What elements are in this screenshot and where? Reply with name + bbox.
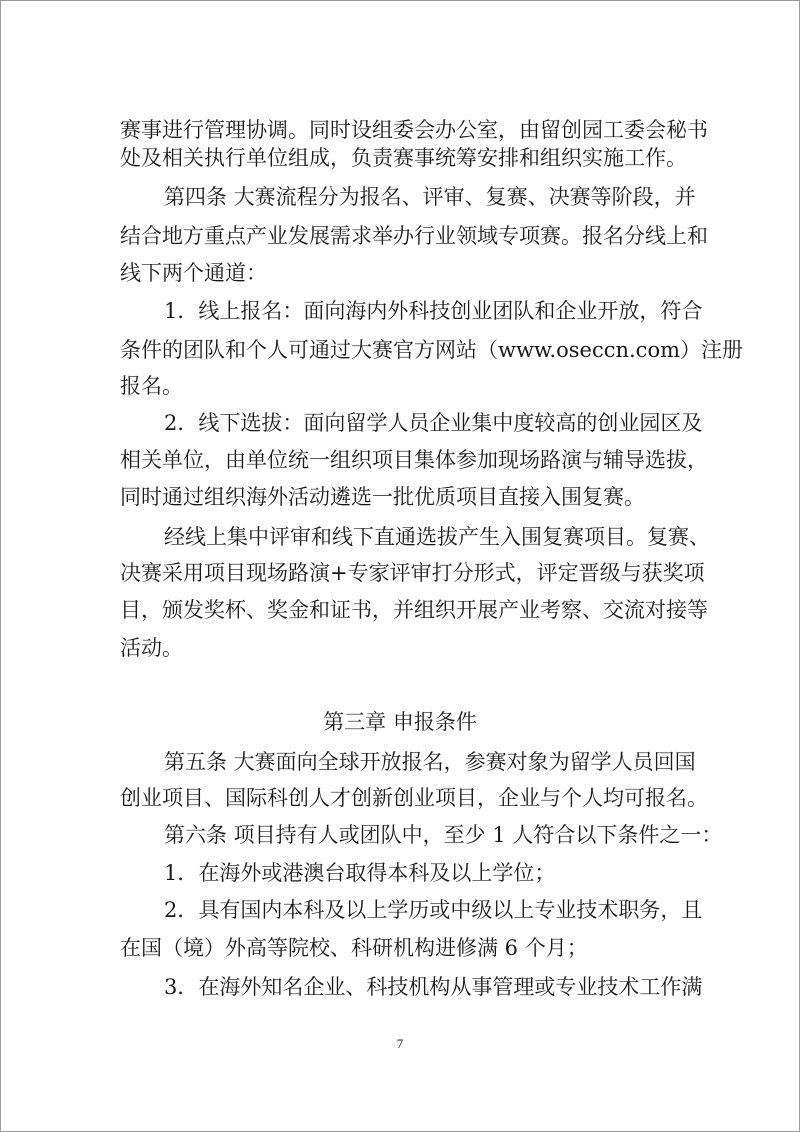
text-line: 第四条 大赛流程分为报名、评审、复赛、决赛等阶段，并 [164, 185, 696, 209]
chapter-heading: 第三章 申报条件 [323, 710, 477, 734]
text-line: 活动。 [120, 636, 183, 660]
text-line: 相关单位，由单位统一组织项目集体参加现场路演与辅导选拔， [120, 448, 708, 472]
text-line: 目，颁发奖杯、奖金和证书，并组织开展产业考察、交流对接等 [120, 598, 708, 622]
page-number: 7 [396, 1036, 404, 1051]
text-line: 线下两个通道： [120, 261, 267, 285]
text-line: 赛事进行管理协调。同时设组委会办公室，由留创园工委会秘书 [120, 118, 708, 142]
text-line: 条件的团队和个人可通过大赛官方网站（www.oseccn.com）注册 [120, 338, 743, 362]
text-line: 同时通过组织海外活动遴选一批优质项目直接入围复赛。 [120, 485, 645, 509]
text-line: 创业项目、国际科创人才创新创业项目，企业与个人均可报名。 [120, 786, 708, 810]
text-line: 3．在海外知名企业、科技机构从事管理或专业技术工作满 [164, 975, 703, 999]
text-line: 第六条 项目持有人或团队中，至少 1 人符合以下条件之一： [164, 823, 723, 847]
text-line: 1．线上报名：面向海内外科技创业团队和企业开放，符合 [164, 299, 703, 323]
text-line: 决赛采用项目现场路演+专家评审打分形式，评定晋级与获奖项 [120, 561, 705, 585]
text-line: 1．在海外或港澳台取得本科及以上学位； [164, 861, 556, 885]
text-line: 第五条 大赛面向全球开放报名，参赛对象为留学人员回国 [164, 750, 696, 774]
text-line: 报名。 [120, 374, 183, 398]
text-line: 处及相关执行单位组成，负责赛事统筹安排和组织实施工作。 [120, 146, 687, 170]
text-line: 经线上集中评审和线下直通选拔产生入围复赛项目。复赛、 [164, 525, 710, 549]
text-line: 结合地方重点产业发展需求举办行业领域专项赛。报名分线上和 [120, 224, 708, 248]
text-line: 2．线下选拔：面向留学人员企业集中度较高的创业园区及 [164, 411, 703, 435]
text-line: 2．具有国内本科及以上学历或中级以上专业技术职务，且 [164, 898, 703, 922]
text-line: 在国（境）外高等院校、科研机构进修满 6 个月； [120, 936, 588, 960]
